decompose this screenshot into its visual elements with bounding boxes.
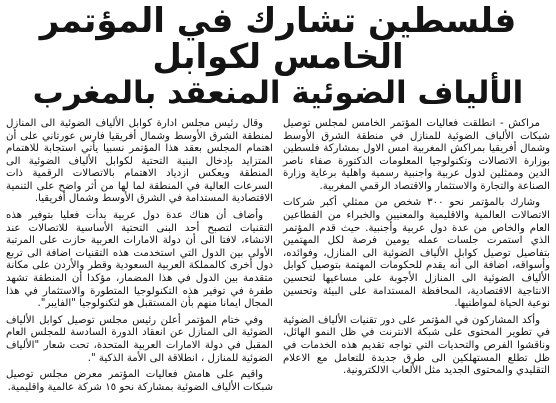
- article-body: [6, 118, 550, 398]
- headline-line-2: الألياف الضوئية المنعقد بالمغرب: [32, 75, 524, 112]
- paragraph: وأضاف أن هناك عدة دول عربية بدأت فعليا بتوفير هذه التقنيات لتصبح أحد البنى التحتية الأساسية للاتصالات عند الانشاء، لافتا الى أن دولة الامارات العربية حازت على المرتبة الأولى بين الدول التي استخدمت هذه التقنيات اضافة الى تربع دول أخرى كالمملكة العربية السعودية وقطر والأردن على مكانة متقدمة بين الدول في هذا المضمار، مؤكدا أن المنطقة تشهد طفرة في توفير هذه التكنولوجيا المتطورة والاستثمار في هذا المجال ايمانا منهم بأن المستقبل هو لتكنولوجيا "الفايبر".: [6, 210, 273, 310]
- paragraph: وقال رئيس مجلس ادارة كوابل الألياف الضوئية الى المنازل لمنطقة الشرق الأوسط وشمال أفريقيا فارس عورتاني على أن اهتمام المجلس بعقد هذا المؤتمر نسبيا يأتي استجابة للاهتمام المتزايد بإدخال البنية التحتية لكوابل الألياف الضوئية الى المنطقة ويعكس ازدياد الاهتمام بالاتصالات الرقمية ذات السرعات العالية في المنطقة لما لها من أثر واضح على التنمية الاقتصادية المستدامة في الشرق الأوسط وشمال أفريقيا.: [6, 117, 273, 205]
- paragraph: وأكد المشاركون في المؤتمر على دور تقنيات الألياف الضوئية في تطوير المحتوى على شبكة الانترنت في ظل النمو الهائل، وناقشوا الفرص والتحديات التي تواجه تقديم هذه الخدمات في ظل تطلع المستهلكين الى طرق جديدة للتعامل مع الاعلام التقليدي والمحتوى الجديد مثل الألعاب الالكترونية.: [283, 314, 550, 377]
- headline-line-1: فلسطين تشارك في المؤتمر الخامس لكوابل: [39, 1, 517, 77]
- paragraph: وفي ختام المؤتمر أعلن رئيس مجلس توصيل كوابل الألياف الضوئية الى المنازل عن انعقاد الدورة السادسة للمجلس العام المقبل في دولة الامارات العربية المتحدة، تحت شعار "الألياف الضوئية للمنازل ، انطلاقة الى الأمة الذكية ".: [6, 314, 273, 364]
- paragraph: مراكش - انطلقت فعاليات المؤتمر الخامس لمجلس توصيل شبكات الألياف الضوئية للمنازل في منطقة الشرق الأوسط وشمال أفريقيا بمراكش المغربية امس الاول بمشاركة فلسطين بوزارة الاتصالات وتكنولوجيا المعلومات الدكتورة صفاء ناصر الدين وممثلين لدول عربية واجنبية رسمية واهلية برعاية وزارة الصناعة والتجارة والاستثمار والاقتصاد الرقمي المغربية.: [283, 117, 550, 192]
- paragraph: وشارك بالمؤتمر نحو ٣٠٠ شخص من ممثلي أكبر شركات الاتصالات العالمية والاقليمية والمعنيين والخبراء من القطاعين العام والخاص من عدة دول عربية وأجنبية. حيث قدم المؤتمر الذي استمرت جلسات عمله يومين فرصة لكل المهتمين بتفاصيل توصيل كوابل الألياف الضوئية الى المنازل، وفوائده، وأسواقه، اضافة الى أنه يقدم للحكومات المهتمة بتوصيل كوابل الألياف الضوئية الى المنازل الأجوبة على مساعيها لتحسين الانتاجية الاقتصادية، المحافظة المستدامة على البيئة وتحسين نوعية الحياة لمواطنيها.: [283, 197, 550, 310]
- article-headline: [6, 1, 550, 112]
- left-column: [6, 118, 273, 398]
- paragraph: واقيم على هامش فعاليات المؤتمر معرض مجلس توصيل شبكات الألياف الضوئية بمشاركة نحو ١٥ شركة عالمية واقليمية.: [6, 369, 273, 393]
- right-column: [283, 118, 550, 398]
